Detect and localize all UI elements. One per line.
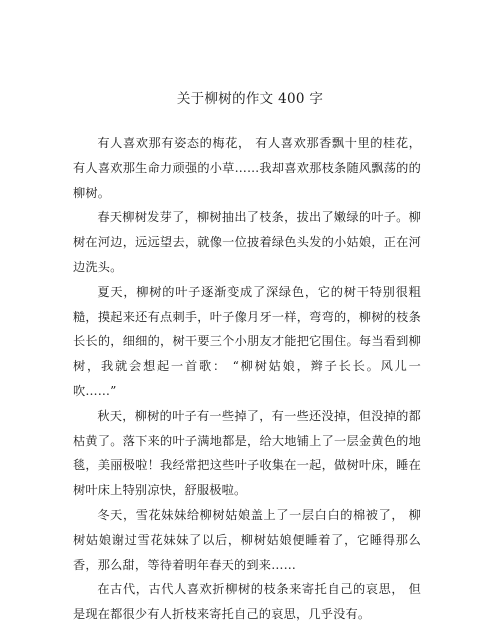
paragraph-summer: 夏天，柳树的叶子逐渐变成了深绿色，它的树干特别很粗糙，摸起来还有点刺手，叶子像月牙一样，弯弯的，柳树的枝条长长的，细细的，树干要三个小朋友才能把它围住。每当看到柳树，我就会想起一首歌： “柳树姑娘，辫子长长。风儿一吹……” xyxy=(73,284,421,398)
paragraph-ancient: 在古代，古代人喜欢折柳树的枝条来寄托自己的哀思， 但是现在都很少有人折枝来寄托自己的哀思，几乎没有。 xyxy=(73,582,421,622)
paragraph-spring: 春天柳树发芽了，柳树抽出了枝条，拔出了嫩绿的叶子。柳树在河边，远远望去，就像一位披着绿色头发的小姑娘，正在河边洗头。 xyxy=(73,210,421,274)
paragraph-winter: 冬天，雪花妹妹给柳树姑娘盖上了一层白白的棉被了， 柳树姑娘谢过雪花妹妹了以后，柳树姑娘便睡着了，它睡得那么香，那么甜，等待着明年春天的到来…… xyxy=(73,507,421,572)
document-title: 关于柳树的作文 400 字 xyxy=(176,91,324,107)
document-body xyxy=(73,131,421,627)
paragraph-intro: 有人喜欢那有姿态的梅花， 有人喜欢那香飘十里的桂花， 有人喜欢那生命力顽强的小草……我却喜欢那枝条随风飘荡的的柳树。 xyxy=(73,136,421,200)
paragraph-autumn: 秋天，柳树的叶子有一些掉了，有一些还没掉，但没掉的都枯黄了。落下来的叶子满地都是，给大地铺上了一层金黄色的地毯，美丽极啦！我经常把这些叶子收集在一起，做树叶床，睡在树叶床上特别凉快，舒服极啦。 xyxy=(73,408,421,498)
